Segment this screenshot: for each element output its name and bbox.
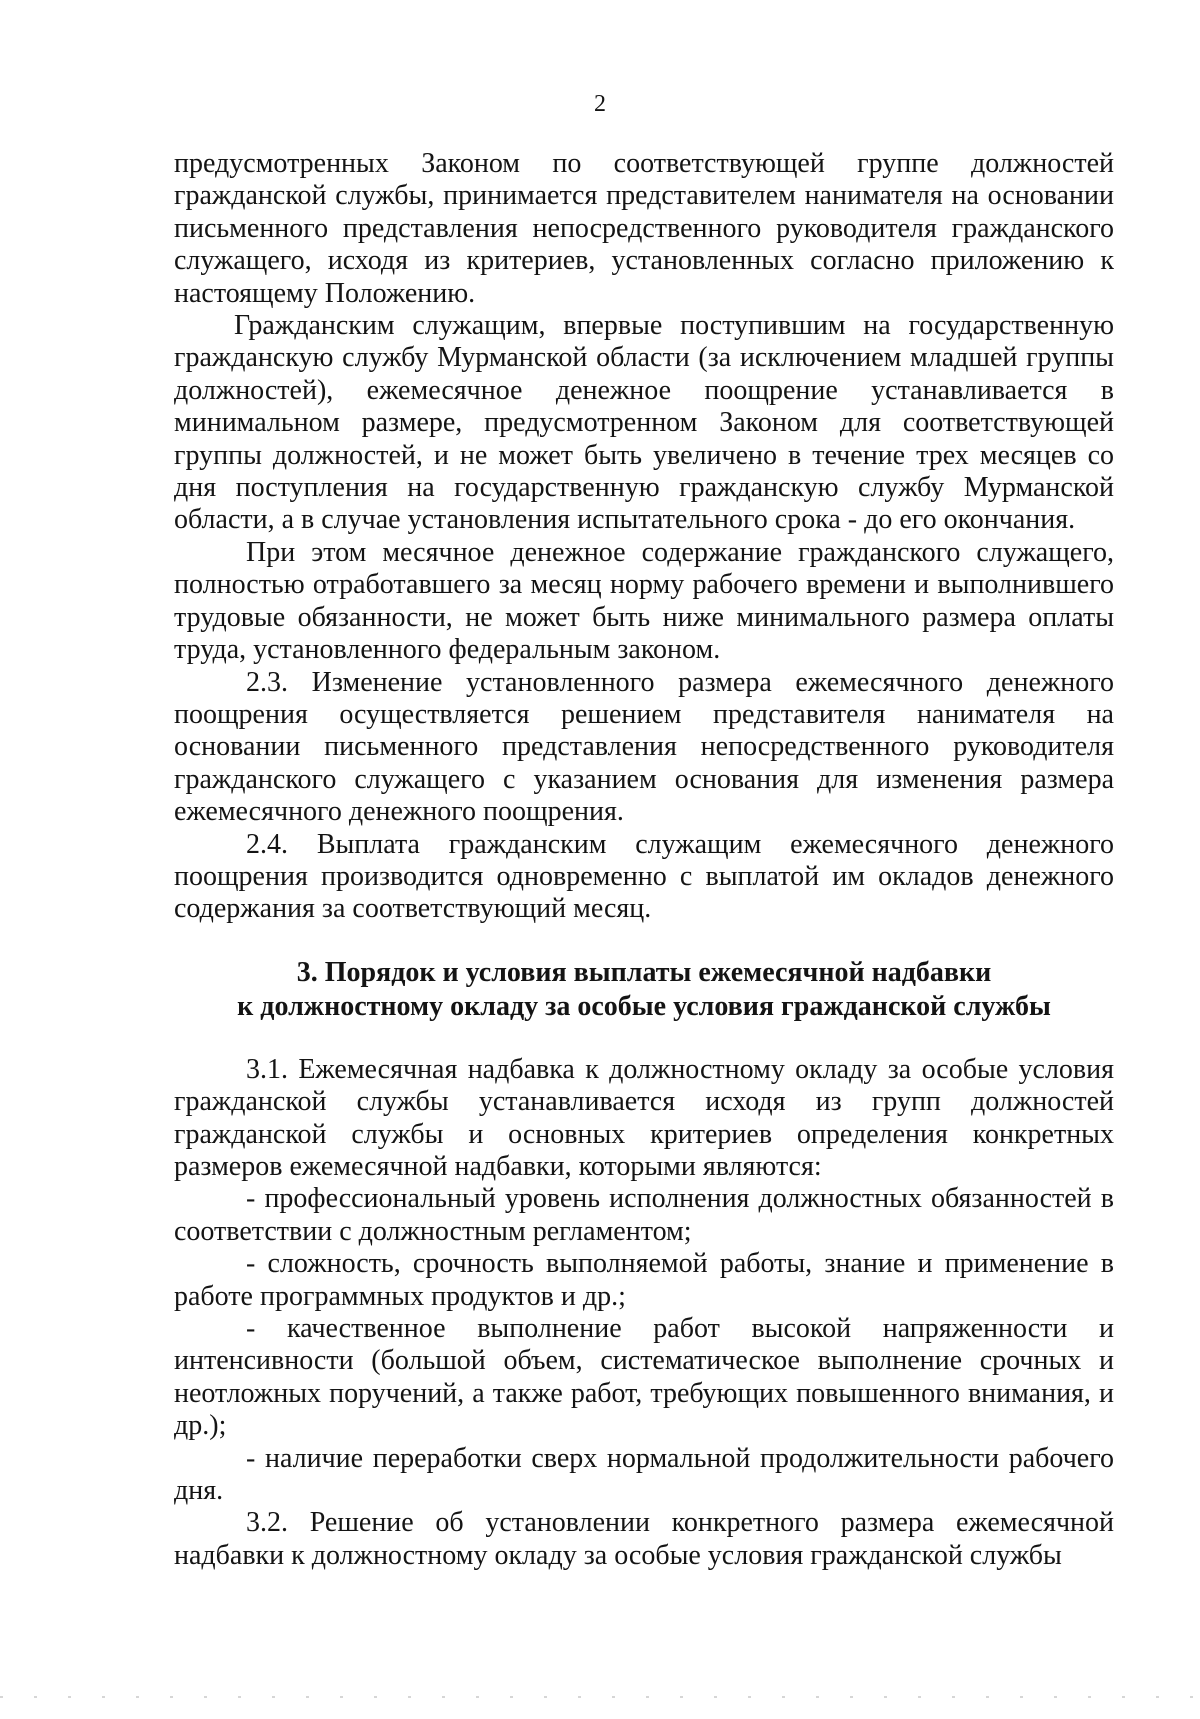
criteria-item-4: - наличие переработки сверх нормальной продолжительности рабочего дня. (174, 1442, 1114, 1507)
section-3-heading-line-2: к должностному окладу за особые условия гражданской службы (237, 990, 1051, 1022)
paragraph-min-wage: При этом месячное денежное содержание гражданского служащего, полностью отработавшего за месяц норму рабочего времени и выполнившего трудовые обязанности, не может быть ниже минимального размера оплаты труда, установленного федеральным законом. (174, 536, 1114, 666)
paragraph-3-2: 3.2. Решение об установлении конкретного размера ежемесячной надбавки к должностному окладу за особые условия гражданской службы (174, 1507, 1114, 1571)
document-body (174, 148, 1114, 1572)
section-3-heading (174, 956, 1114, 1024)
criteria-item-2: - сложность, срочность выполняемой работы, знание и применение в работе программных продуктов и др.; (174, 1248, 1114, 1312)
paragraph-2-4: 2.4. Выплата гражданским служащим ежемесячного денежного поощрения производится одновременно с выплатой им окладов денежного содержания за соответствующий месяц. (174, 828, 1114, 925)
scan-edge-noise (0, 1696, 1200, 1698)
section-3-heading-line-1: 3. Порядок и условия выплаты ежемесячной надбавки (296, 956, 992, 988)
paragraph-3-1: 3.1. Ежемесячная надбавка к должностному окладу за особые условия гражданской службы устанавливается исходя из групп должностей гражданской службы и основных критериев определения конкретных размеров ежемесячной надбавки, которыми являются: (174, 1053, 1114, 1182)
page-number: 2 (594, 91, 606, 117)
paragraph-2-3: 2.3. Изменение установленного размера ежемесячного денежного поощрения осуществляется решением представителя нанимателя на основании письменного представления непосредственного руководителя гражданского служащего с указанием основания для изменения размера ежемесячного денежного поощрения. (174, 666, 1114, 828)
paragraph-new-employees: Гражданским служащим, впервые поступившим на государственную гражданскую службу Мурманской области (за исключением младшей группы должностей), ежемесячное денежное поощрение устанавливается в минимальном размере, предусмотренном Законом для соответствующей группы должностей, и не может быть увеличено в течение трех месяцев со дня поступления на государственную гражданскую службу Мурманской области, а в случае установления испытательного срока - до его окончания. (174, 310, 1114, 536)
criteria-item-3: - качественное выполнение работ высокой напряженности и интенсивности (большой объем, систематическое выполнение срочных и неотложных поручений, а также работ, требующих повышенного внимания, и др.); (174, 1313, 1114, 1442)
criteria-item-1: - профессиональный уровень исполнения должностных обязанностей в соответствии с должностным регламентом; (174, 1183, 1114, 1247)
paragraph-continuation: предусмотренных Законом по соответствующей группе должностей гражданской службы, принимается представителем нанимателя на основании письменного представления непосредственного руководителя гражданского служащего, исходя из критериев, установленных согласно приложению к настоящему Положению. (174, 148, 1114, 309)
